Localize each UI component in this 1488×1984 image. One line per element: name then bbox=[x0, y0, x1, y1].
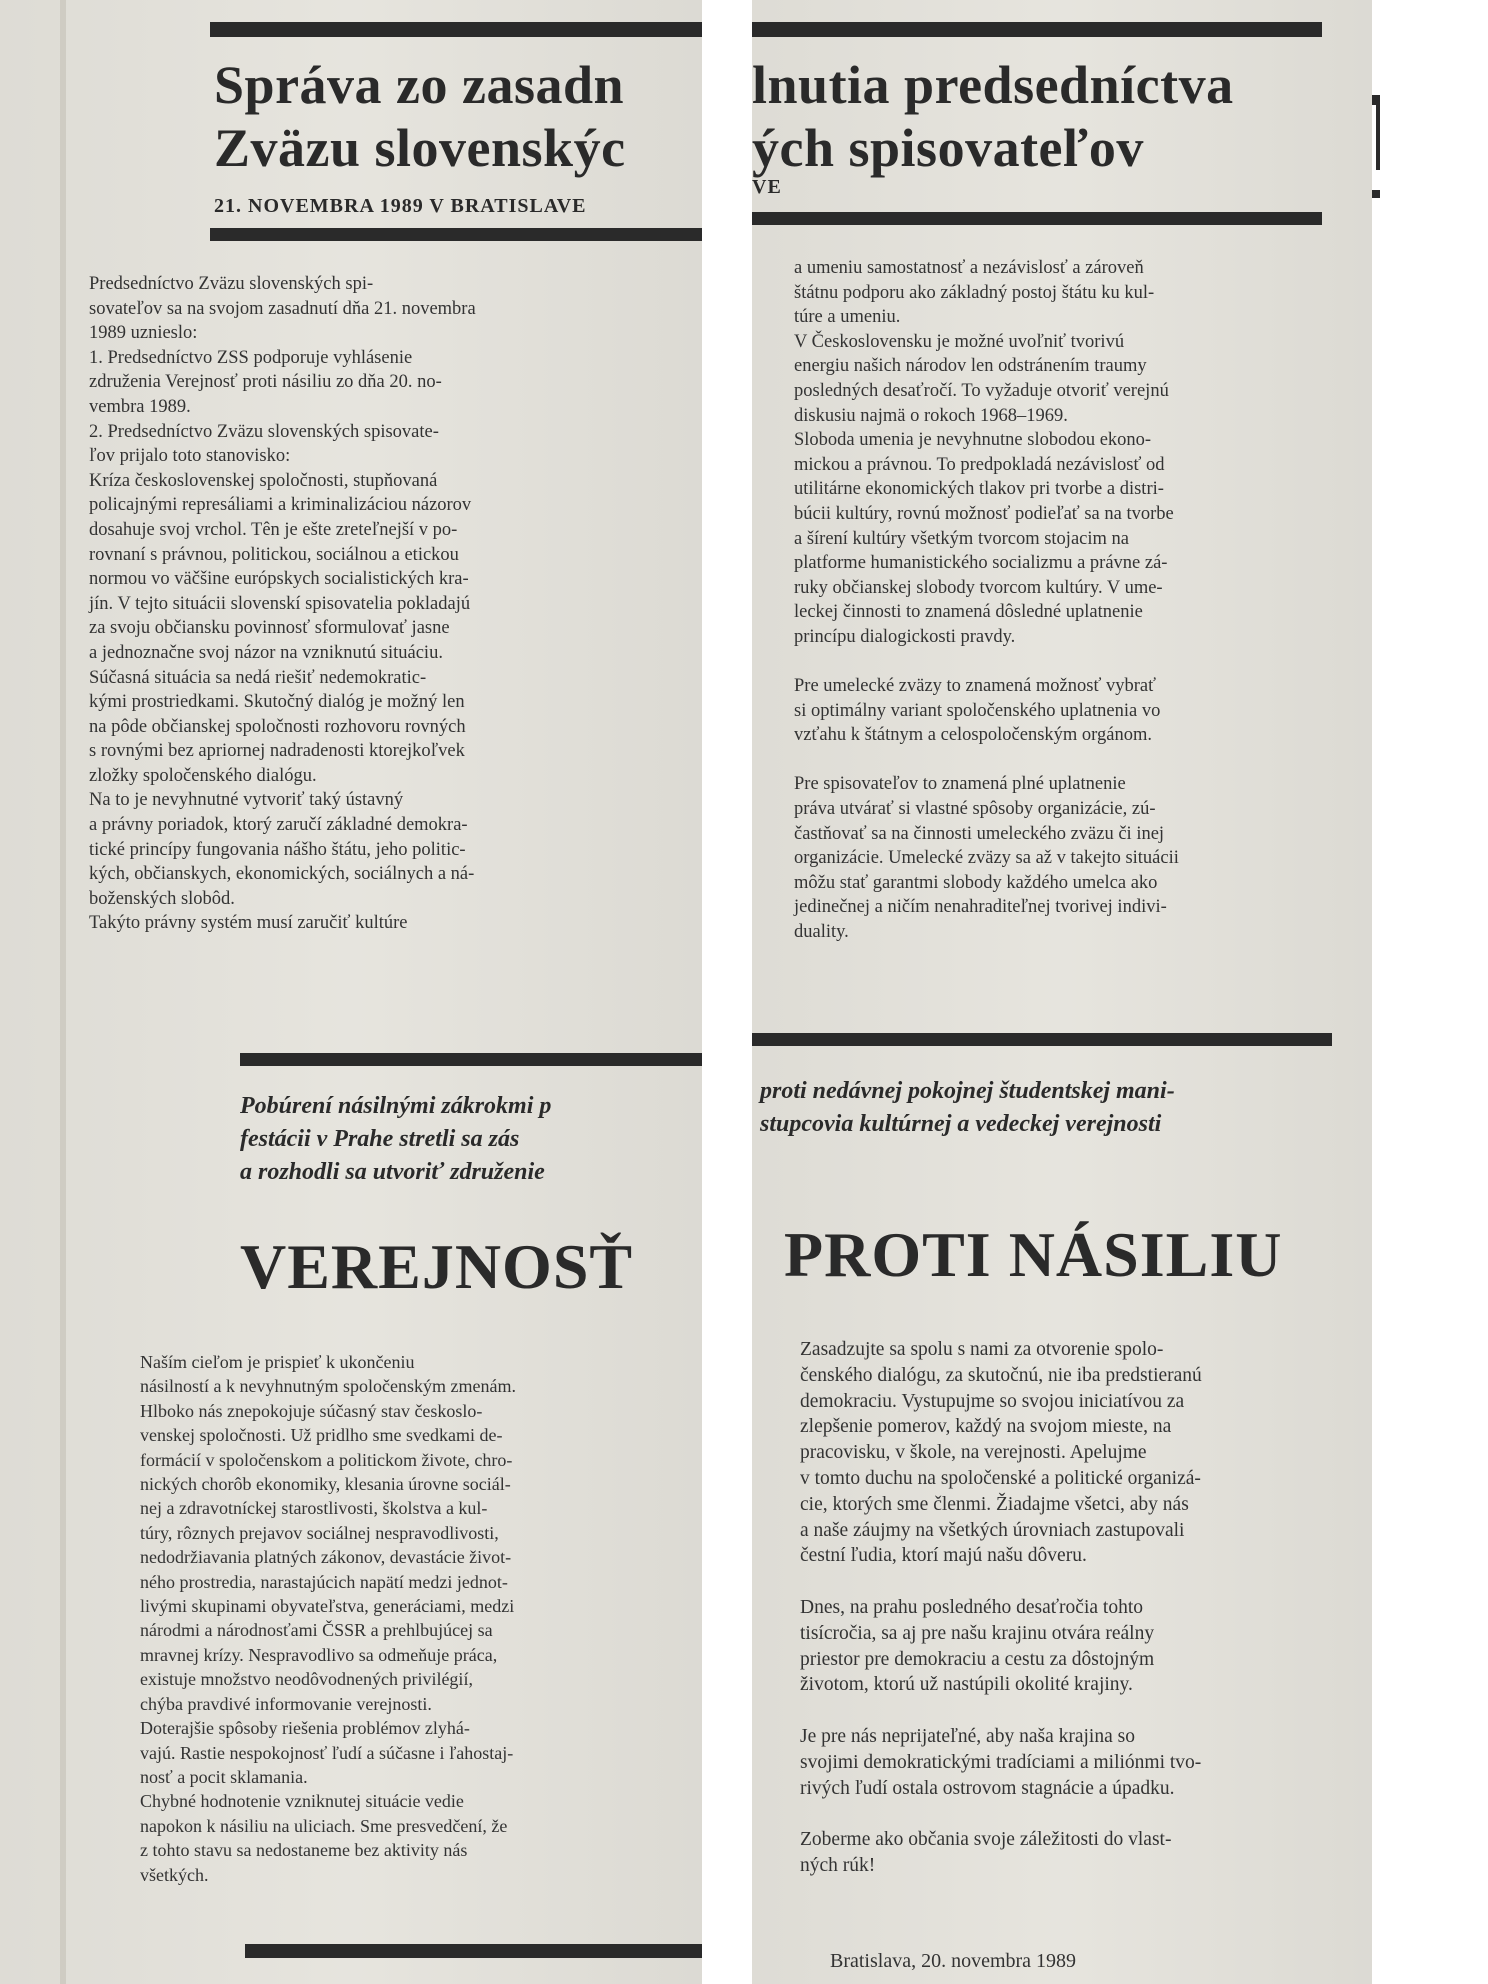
proclamation-heading-proti-nasiliu: PROTI NÁSILIU bbox=[784, 1219, 1283, 1290]
newspaper-strip-left bbox=[0, 0, 702, 1984]
adjacent-page-bracket bbox=[1376, 100, 1380, 170]
proclamation-signature: Bratislava, 20. novembra 1989 bbox=[830, 1950, 1077, 1972]
adjacent-page-fragment-mid bbox=[1372, 190, 1380, 198]
proclamation-body-left-column: Naším cieľom je prispieť k ukončeniu násilností a k nevyhnutným spoločenským zmenám. Hlboko nás znepokojuje súčasný stav českoslo- venskej spoločnosti. Už pridlho sme svedkami de- formácií v spoločenskom a politickom živote, chro- nických chorôb ekonomiky, klesania úrovne sociál- nej a zdravotníckej starostlivosti, školstva a kul- túry, rôznych prejavov sociálnej nespravodlivosti, nedodržiavania platných zákonov, devastácie život- ného prostredia, narastajúcich napätí medzi jednot- livými skupinami obyvateľstva, generáciami, medzi národmi a národnosťami ČSSR a prehlbujúcej sa mravnej krízy. Nespravodlivo sa odmeňuje práca, existuje množstvo neodôvodnených privilégií, chýba pravdivé informovanie verejnosti. Doterajšie spôsoby riešenia problémov zlyhá- vajú. Rastie nespokojnosť ľudí a súčasne i ľahostaj- nosť a pocit sklamania. Chybné hodnotenie vzniknutej situácie vedie napokon k násiliu na uliciach. Sme presvedčení, že z tohto stavu sa nedostaneme bez aktivity nás všetkých. bbox=[140, 1352, 516, 1885]
section-divider-rule bbox=[752, 1033, 1332, 1046]
article-title-line1-continued: lnutia predsedníctva bbox=[752, 55, 1234, 115]
title-underline-rule bbox=[752, 212, 1322, 225]
article-body-left-column: Predsedníctvo Zväzu slovenských spi- sovateľov sa na svojom zasadnutí dňa 21. novembra 1989 uznieslo: 1. Predsedníctvo ZSS podporuje vyhlásenie združenia Verejnosť proti násiliu zo dňa 20. no- vembra 1989. 2. Predsedníctvo Zväzu slovenských spisovate- ľov prijalo toto stanovisko: Kríza československej spoločnosti, stupňovaná policajnými represáliami a kriminalizáciou názorov dosahuje svoj vrchol. Tên je ešte zreteľnejší v po- rovnaní s právnou, politickou, sociálnou a etickou normou vo väčšine európskych socialistických kra- jín. V tejto situácii slovenskí spisovatelia pokladajú za svoju občiansku povinnosť sformulovať jasne a jednoznačne svoj názor na vzniknutú situáciu. Súčasná situácia sa nedá riešiť nedemokratic- kými prostriedkami. Skutočný dialóg je možný len na pôde občianskej spoločnosti rozhovoru rovných s rovnými bez apriornej nadradenosti ktorejkoľvek zložky spoločenského dialógu. Na to je nevyhnutné vytvoriť taký ústavný a právny poriadok, ktorý zaručí základné demokra- tické princípy fungovania nášho štátu, jeho politic- kých, občianskych, ekonomických, sociálnych a ná- boženských slobôd. Takýto právny systém musí zaručiť kultúre bbox=[89, 274, 476, 934]
proclamation-intro-right: proti nedávnej pokojnej študentskej mani- stupcovia kultúrnej a vedeckej verejnosti bbox=[760, 1078, 1175, 1137]
page-fold-shadow bbox=[60, 0, 66, 1984]
article-body-right-column: a umeniu samostatnosť a nezávislosť a zároveň štátnu podporu ako základný postoj štátu ku kul- túre a umeniu. V Československu je možné uvoľniť tvorivú energiu našich národov len odstránením traumy posledných desaťročí. To vyžaduje otvoriť verejnú diskusiu najmä o rokoch 1968–1969. Sloboda umenia je nevyhnutne slobodou ekono- mickou a právnou. To predpokladá nezávislosť od utilitárne ekonomických tlakov pri tvorbe a distri- búcii kultúry, rovnú možnosť podieľať sa na tvorbe a šírení kultúry všetkým tvorcom stojacim na platforme humanistického socializmu a právne zá- ruky občianskej slobody tvorcom kultúry. V ume- leckej činnosti to znamená dôsledné uplatnenie princípu dialogickosti pravdy. Pre umelecké zväzy to znamená možnosť vybrať si optimálny variant spoločenského uplatnenia vo vzťahu k štátnym a celospoločenským orgánom. Pre spisovateľov to znamená plné uplatnenie práva utvárať si vlastné spôsoby organizácie, zú- častňovať sa na činnosti umeleckého zväzu či inej organizácie. Umelecké zväzy sa až v takejto situácii môžu stať garantmi slobody každého umelca ako jedinečnej a ničím nenahraditeľnej tvorivej indivi- duality. bbox=[794, 258, 1179, 943]
title-underline-rule bbox=[210, 228, 702, 241]
proclamation-heading-verejnost: VEREJNOSŤ bbox=[240, 1231, 634, 1302]
article-title-line1: Správa zo zasadn bbox=[214, 55, 625, 115]
proclamation-intro-left: Pobúrení násilnými zákrokmi p festácii v Prahe stretli sa zás a rozhodli sa utvoriť združenie bbox=[240, 1093, 552, 1185]
article-title-line2-continued: ých spisovateľov bbox=[752, 118, 1144, 178]
proclamation-body-right-column: Zasadzujte sa spolu s nami za otvorenie spolo- čenského dialógu, za skutočnú, nie iba predstieranú demokraciu. Vystupujme so svojou iniciatívou za zlepšenie pomerov, každý na svojom mieste, na pracovisku, v škole, na verejnosti. Apelujme v tomto duchu na spoločenské a politické organizá- cie, ktorých sme členmi. Žiadajme všetci, aby nás a naše záujmy na všetkých úrovniach zastupovali čestní ľudia, ktorí majú našu dôveru. Dnes, na prahu posledného desaťročia tohto tisícročia, sa aj pre našu krajinu otvára reálny priestor pre demokraciu a cestu za dôstojným životom, ktorú už nastúpili okolité krajiny. Je pre nás neprijateľné, aby naša krajina so svojimi demokratickými tradíciami a miliónmi tvo- rivých ľudí ostala ostrovom stagnácie a úpadku. Zoberme ako občania svoje záležitosti do vlast- ných rúk! bbox=[800, 1339, 1202, 1876]
top-rule bbox=[752, 22, 1322, 37]
article-dateline-continued: VE bbox=[752, 176, 782, 198]
section-divider-rule bbox=[240, 1053, 702, 1066]
article-dateline: 21. NOVEMBRA 1989 V BRATISLAVE bbox=[214, 195, 587, 217]
bottom-rule-left bbox=[245, 1944, 702, 1958]
newspaper-strip-right bbox=[752, 0, 1372, 1984]
article-title-line2: Zväzu slovenskýc bbox=[214, 118, 626, 178]
top-rule bbox=[210, 22, 702, 37]
